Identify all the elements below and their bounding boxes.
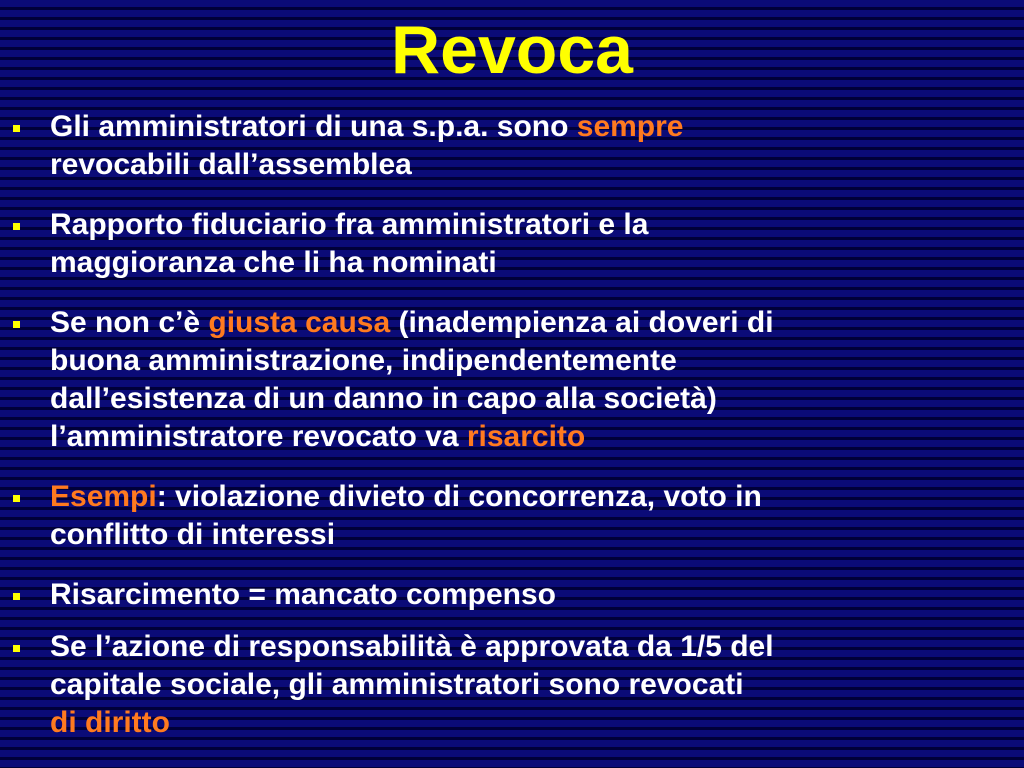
bullet-line (50, 304, 1018, 342)
highlighted-term: di diritto (50, 706, 170, 739)
bullet-line (50, 666, 1018, 704)
bullet-line (50, 380, 1018, 418)
bullet-line (50, 342, 1018, 380)
bullet-text (50, 628, 1018, 742)
bullet-segment: dall’esistenza di un danno in capo alla società) (50, 382, 717, 415)
bullet-square-icon (13, 223, 20, 230)
bullet-text (50, 576, 1018, 614)
bullet-segment: : violazione divieto di concorrenza, voto in (156, 480, 762, 513)
highlighted-term: giusta causa (208, 306, 391, 339)
bullet-segment: Gli amministratori di una s.p.a. sono (50, 110, 577, 143)
bullet-segment: buona amministrazione, indipendentemente (50, 344, 677, 377)
bullet-line (50, 516, 1018, 554)
bullet-segment: l’amministratore revocato va (50, 420, 467, 453)
bullet-text (50, 108, 1018, 184)
bullet-line (50, 628, 1018, 666)
bullet-line (50, 146, 1018, 184)
bullet-segment: conflitto di interessi (50, 518, 336, 551)
bullet-segment: revocabili dall’assemblea (50, 148, 412, 181)
bullet-segment: (inadempienza ai doveri di (390, 306, 774, 339)
bullet-square-icon (13, 125, 20, 132)
bullet-line (50, 108, 1018, 146)
highlighted-term: Esempi (50, 480, 157, 513)
bullet-segment: capitale sociale, gli amministratori sono revocati (50, 668, 744, 701)
slide-title: Revoca (391, 12, 633, 88)
bullet-line (50, 418, 1018, 456)
bullet-square-icon (13, 495, 20, 502)
bullet-segment: maggioranza che li ha nominati (50, 246, 497, 279)
bullet-text (50, 206, 1018, 282)
bullet-text (50, 478, 1018, 554)
bullet-line (50, 704, 1018, 742)
bullet-segment: Se non c’è (50, 306, 209, 339)
bullet-line (50, 244, 1018, 282)
bullet-square-icon (13, 645, 20, 652)
bullet-segment: Se l’azione di responsabilità è approvata da 1/5 del (50, 630, 774, 663)
highlighted-term: risarcito (466, 420, 586, 453)
highlighted-term: sempre (576, 110, 684, 143)
bullet-square-icon (13, 593, 20, 600)
bullet-line (50, 576, 1018, 614)
bullet-segment: Risarcimento = mancato compenso (50, 578, 556, 611)
bullet-line (50, 478, 1018, 516)
bullet-segment: Rapporto fiduciario fra amministratori e la (50, 208, 649, 241)
bullet-line (50, 206, 1018, 244)
bullet-text (50, 304, 1018, 456)
bullet-square-icon (13, 321, 20, 328)
